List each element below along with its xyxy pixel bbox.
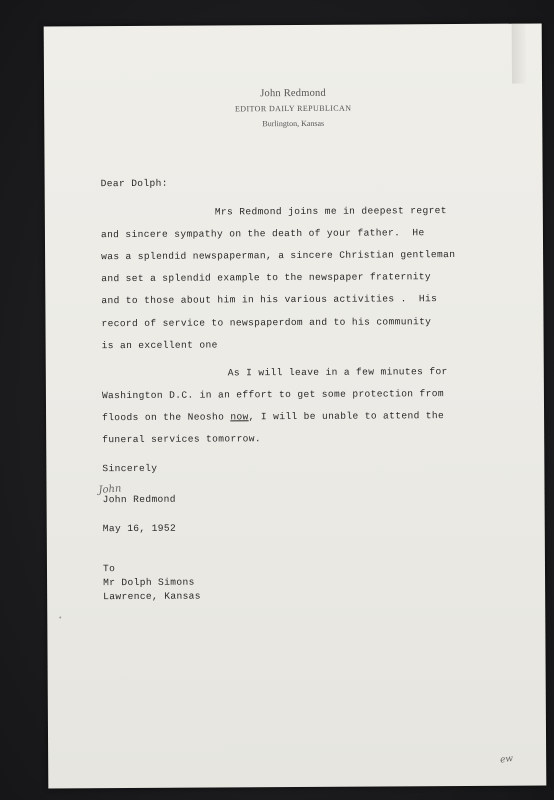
- closing: Sincerely: [102, 462, 158, 475]
- body-line: [102, 410, 444, 423]
- signature-name: John Redmond: [102, 493, 176, 506]
- body-line: record of service to newspaperdom and to his community: [101, 316, 432, 330]
- handwritten-signature: John: [98, 483, 122, 496]
- body-line: Washington D.C. in an effort to get some protection from: [101, 388, 444, 402]
- recipient-name: Mr Dolph Simons: [103, 576, 195, 589]
- body-line: was a splendid newspaperman, a sincere Christian gentleman: [101, 249, 456, 263]
- letterhead-name: John Redmond: [260, 87, 326, 100]
- body-line: As I will leave in a few minutes for: [227, 366, 448, 379]
- letterhead-title: EDITOR DAILY REPUBLICAN: [234, 103, 352, 114]
- letter-paper: [44, 23, 547, 788]
- letterhead-location: Burlington, Kansas: [262, 118, 325, 129]
- body-text: floods on the Neosho: [102, 411, 231, 424]
- body-line: and sincere sympathy on the death of your father. He: [100, 227, 425, 241]
- body-text: , I will be unable to attend the: [248, 410, 445, 423]
- recipient-city: Lawrence, Kansas: [103, 590, 201, 603]
- body-line: Mrs Redmond joins me in deepest regret: [214, 205, 447, 218]
- body-line: is an excellent one: [101, 339, 218, 352]
- underlined-word: now: [230, 411, 249, 423]
- paper-speck: [59, 616, 61, 618]
- body-line: and to those about him in his various activities . His: [101, 293, 438, 307]
- body-line: funeral services tomorrow.: [102, 433, 262, 446]
- letter-date: May 16, 1952: [102, 522, 177, 535]
- handwritten-initials: ew: [499, 753, 514, 766]
- tape-strip: [512, 24, 526, 84]
- body-line: and set a splendid example to the newspaper fraternity: [101, 271, 432, 285]
- recipient-to: To: [102, 563, 116, 575]
- salutation: Dear Dolph:: [100, 177, 168, 190]
